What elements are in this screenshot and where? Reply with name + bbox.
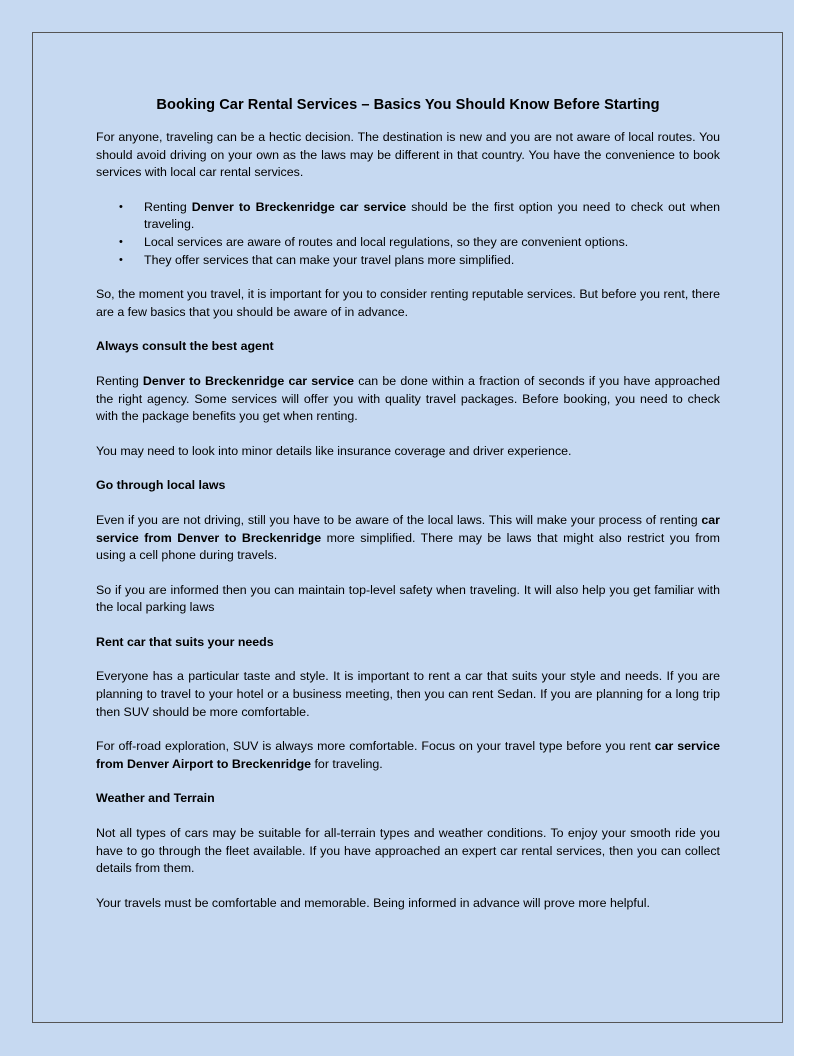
bullet-icon: • xyxy=(119,235,123,248)
bullet-icon: • xyxy=(119,200,123,213)
document-body xyxy=(96,96,720,929)
list-item xyxy=(119,234,720,252)
section-heading: Always consult the best agent xyxy=(96,339,274,354)
paragraph-text: can be done within a fraction of seconds if you have approached the right agency. Some services will offer you with quality travel packages. Before booking, you need to check with the package benefits you get when renting. xyxy=(96,373,721,424)
keyword-link-text: Denver to Breckenridge car service xyxy=(191,199,407,214)
list-item xyxy=(119,252,720,270)
list-item-text: Local services are aware of routes and local regulations, so they are convenient options. xyxy=(144,234,629,249)
section-heading: Rent car that suits your needs xyxy=(96,634,274,649)
section-heading: Weather and Terrain xyxy=(96,791,215,806)
document-title: Booking Car Rental Services – Basics You Should Know Before Starting xyxy=(156,97,660,113)
keyword-link-text: car service from Denver to Breckenridge xyxy=(96,512,720,545)
keyword-link-text: Denver to Breckenridge car service xyxy=(142,373,354,388)
intro-paragraph: For anyone, traveling can be a hectic decision. The destination is new and you are not aware of local routes. You should avoid driving on your own as the laws may be different in that country. You have the convenience to book services with local car rental services. xyxy=(96,130,720,180)
list-item-text: should be the first option you need to check out when traveling. xyxy=(144,199,721,232)
body-paragraph: Everyone has a particular taste and style. It is important to rent a car that suits your style and needs. If you are planning to travel to your hotel or a business meeting, then you can rent Sedan. If you are planning for a long trip then SUV should be more comfortable. xyxy=(96,669,720,719)
bullet-icon: • xyxy=(119,253,123,266)
body-paragraph xyxy=(96,512,720,565)
bullet-list xyxy=(96,199,720,269)
keyword-link-text: car service from Denver Airport to Breckenridge xyxy=(96,739,720,771)
body-paragraph: So, the moment you travel, it is important for you to consider renting reputable services. But before you rent, there are a few basics that you should be aware of in advance. xyxy=(96,287,720,319)
body-paragraph: Your travels must be comfortable and memorable. Being informed in advance will prove more helpful. xyxy=(96,895,650,910)
paragraph-text: more simplified. There may be laws that might also restrict you from using a cell phone during travels. xyxy=(96,530,720,563)
body-paragraph: Not all types of cars may be suitable for all-terrain types and weather conditions. To enjoy your smooth ride you have to go through the fleet available. If you have approached an expert car rental services, then you can collect details from them. xyxy=(96,826,720,876)
body-paragraph xyxy=(96,373,720,426)
body-paragraph: So if you are informed then you can maintain top-level safety when traveling. It will also help you get familiar with the local parking laws xyxy=(96,582,720,615)
paragraph-text: for traveling. xyxy=(311,756,383,771)
section-heading: Go through local laws xyxy=(96,478,226,493)
paragraph-text: Even if you are not driving, still you have to be aware of the local laws. This will make your process of renting xyxy=(96,512,702,527)
list-item-text: They offer services that can make your travel plans more simplified. xyxy=(144,252,515,267)
body-paragraph xyxy=(96,738,720,773)
paragraph-text: Renting xyxy=(96,373,143,388)
list-item xyxy=(119,199,721,234)
paragraph-text: For off-road exploration, SUV is always more comfortable. Focus on your travel type before you rent xyxy=(96,739,655,754)
body-paragraph: You may need to look into minor details like insurance coverage and driver experience. xyxy=(96,443,572,458)
list-item-text: Renting xyxy=(144,199,192,214)
